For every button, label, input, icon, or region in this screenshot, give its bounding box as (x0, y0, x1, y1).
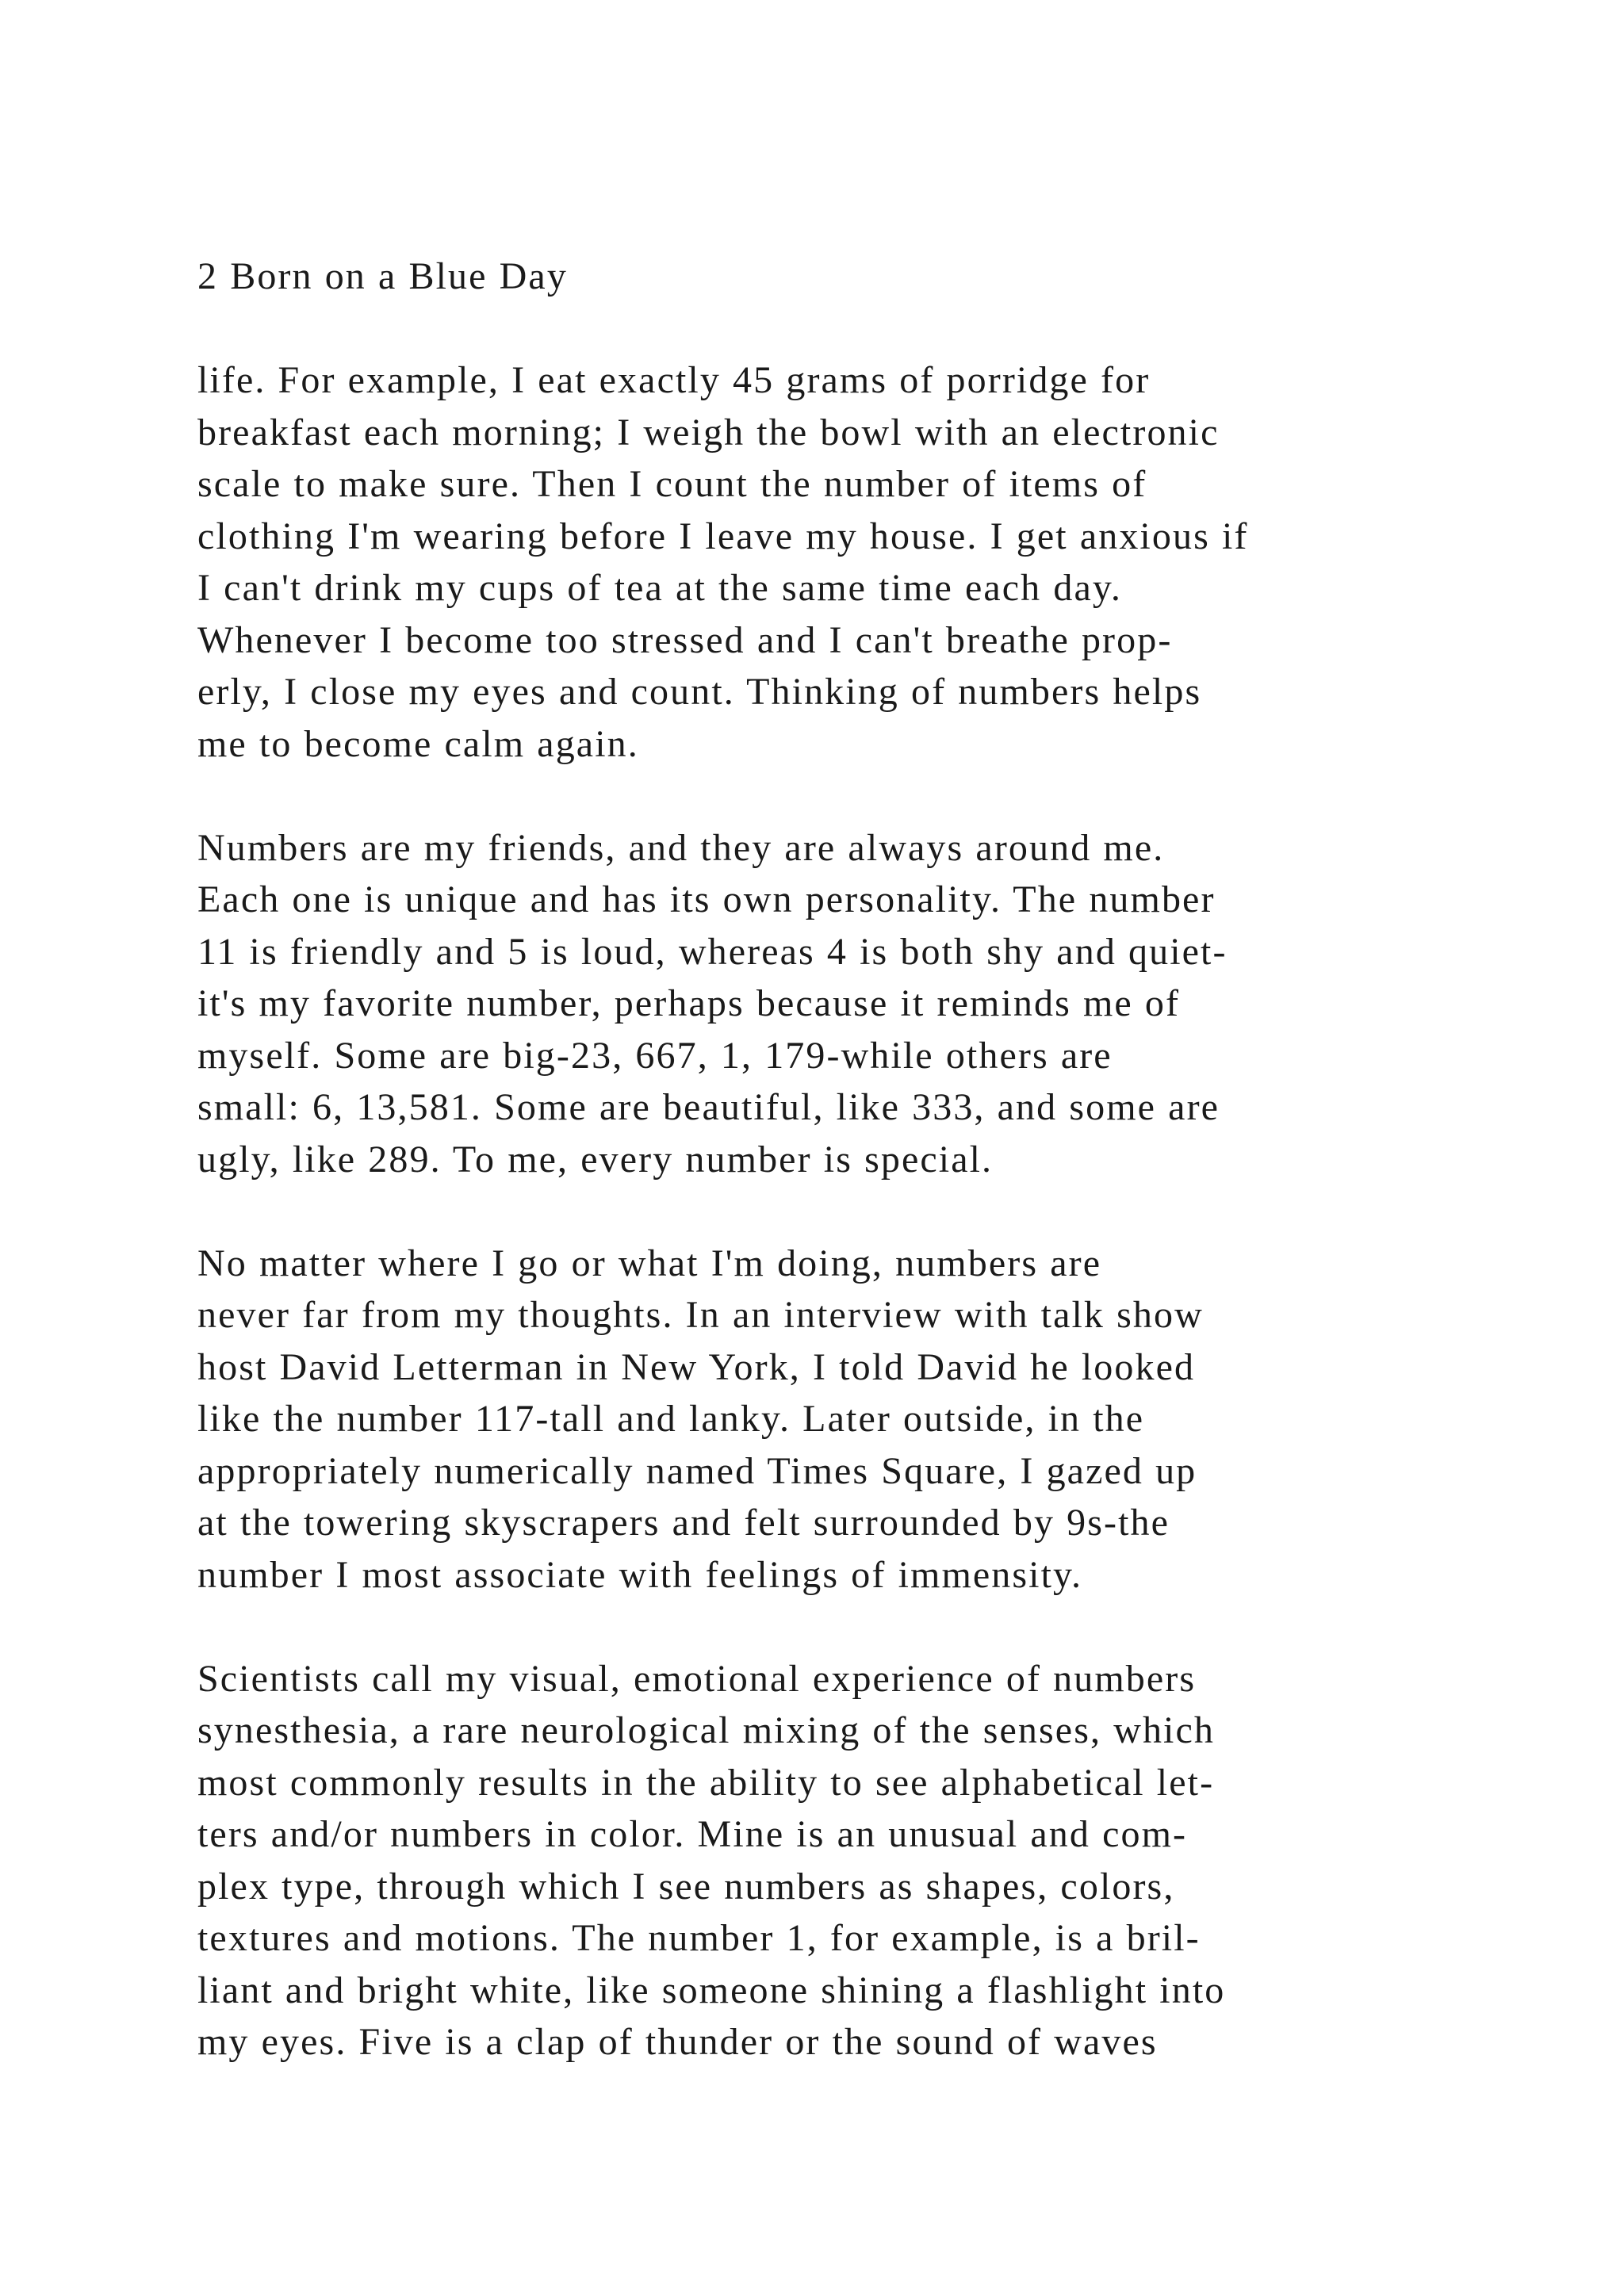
text-line: life. For example, I eat exactly 45 grams of porridge for (197, 359, 1151, 401)
text-line: ters and/or numbers in color. Mine is an unusual and com- (197, 1813, 1188, 1855)
text-line: ugly, like 289. To me, every number is special. (197, 1138, 994, 1181)
paragraph-gap (197, 303, 1545, 355)
text-line: me to become calm again. (197, 722, 639, 765)
text-line: textures and motions. The number 1, for example, is a bril- (197, 1917, 1201, 1959)
text-line: plex type, through which I see numbers as shapes, colors, (197, 1865, 1175, 1908)
text-line: host David Letterman in New York, I told David he looked (197, 1345, 1196, 1388)
text-line: it's my favorite number, perhaps because it reminds me of (197, 982, 1181, 1024)
text-line: scale to make sure. Then I count the number of items of (197, 463, 1147, 505)
paragraph-1 (197, 354, 1545, 770)
running-header: 2 Born on a Blue Day (197, 255, 568, 297)
text-line: like the number 117-tall and lanky. Later outside, in the (197, 1398, 1145, 1440)
text-line: at the towering skyscrapers and felt surrounded by 9s-the (197, 1502, 1170, 1544)
text-line: number I most associate with feelings of immensity. (197, 1553, 1083, 1596)
paragraph-gap (197, 770, 1545, 822)
text-line: synesthesia, a rare neurological mixing of the senses, which (197, 1709, 1215, 1751)
text-line: liant and bright white, like someone shining a flashlight into (197, 1969, 1226, 2011)
text-line: No matter where I go or what I'm doing, numbers are (197, 1242, 1102, 1284)
text-line: appropriately numerically named Times Square, I gazed up (197, 1449, 1197, 1492)
text-line: myself. Some are big-23, 667, 1, 179-while others are (197, 1034, 1113, 1077)
text-body (197, 251, 1545, 2068)
paragraph-4 (197, 1653, 1545, 2068)
text-line: never far from my thoughts. In an interview with talk show (197, 1294, 1204, 1336)
text-line: clothing I'm wearing before I leave my house. I get anxious if (197, 515, 1249, 557)
text-line: erly, I close my eyes and count. Thinking of numbers helps (197, 671, 1202, 713)
text-line: Each one is unique and has its own personality. The number (197, 878, 1216, 920)
text-line: breakfast each morning; I weigh the bowl with an electronic (197, 411, 1220, 453)
text-line: my eyes. Five is a clap of thunder or the sound of waves (197, 2021, 1158, 2063)
text-line: Numbers are my friends, and they are always around me. (197, 826, 1165, 869)
text-line: I can't drink my cups of tea at the same time each day. (197, 567, 1122, 609)
text-line: 11 is friendly and 5 is loud, whereas 4 is both shy and quiet- (197, 930, 1228, 973)
text-line: Scientists call my visual, emotional experience of numbers (197, 1657, 1197, 1700)
text-line: small: 6, 13,581. Some are beautiful, like 333, and some are (197, 1086, 1220, 1128)
text-line: Whenever I become too stressed and I can't breathe prop- (197, 618, 1173, 661)
paragraph-3 (197, 1238, 1545, 1601)
text-line: most commonly results in the ability to see alphabetical let- (197, 1761, 1215, 1804)
paragraph-gap (197, 1601, 1545, 1653)
paragraph-2 (197, 822, 1545, 1186)
paragraph-gap (197, 1185, 1545, 1238)
